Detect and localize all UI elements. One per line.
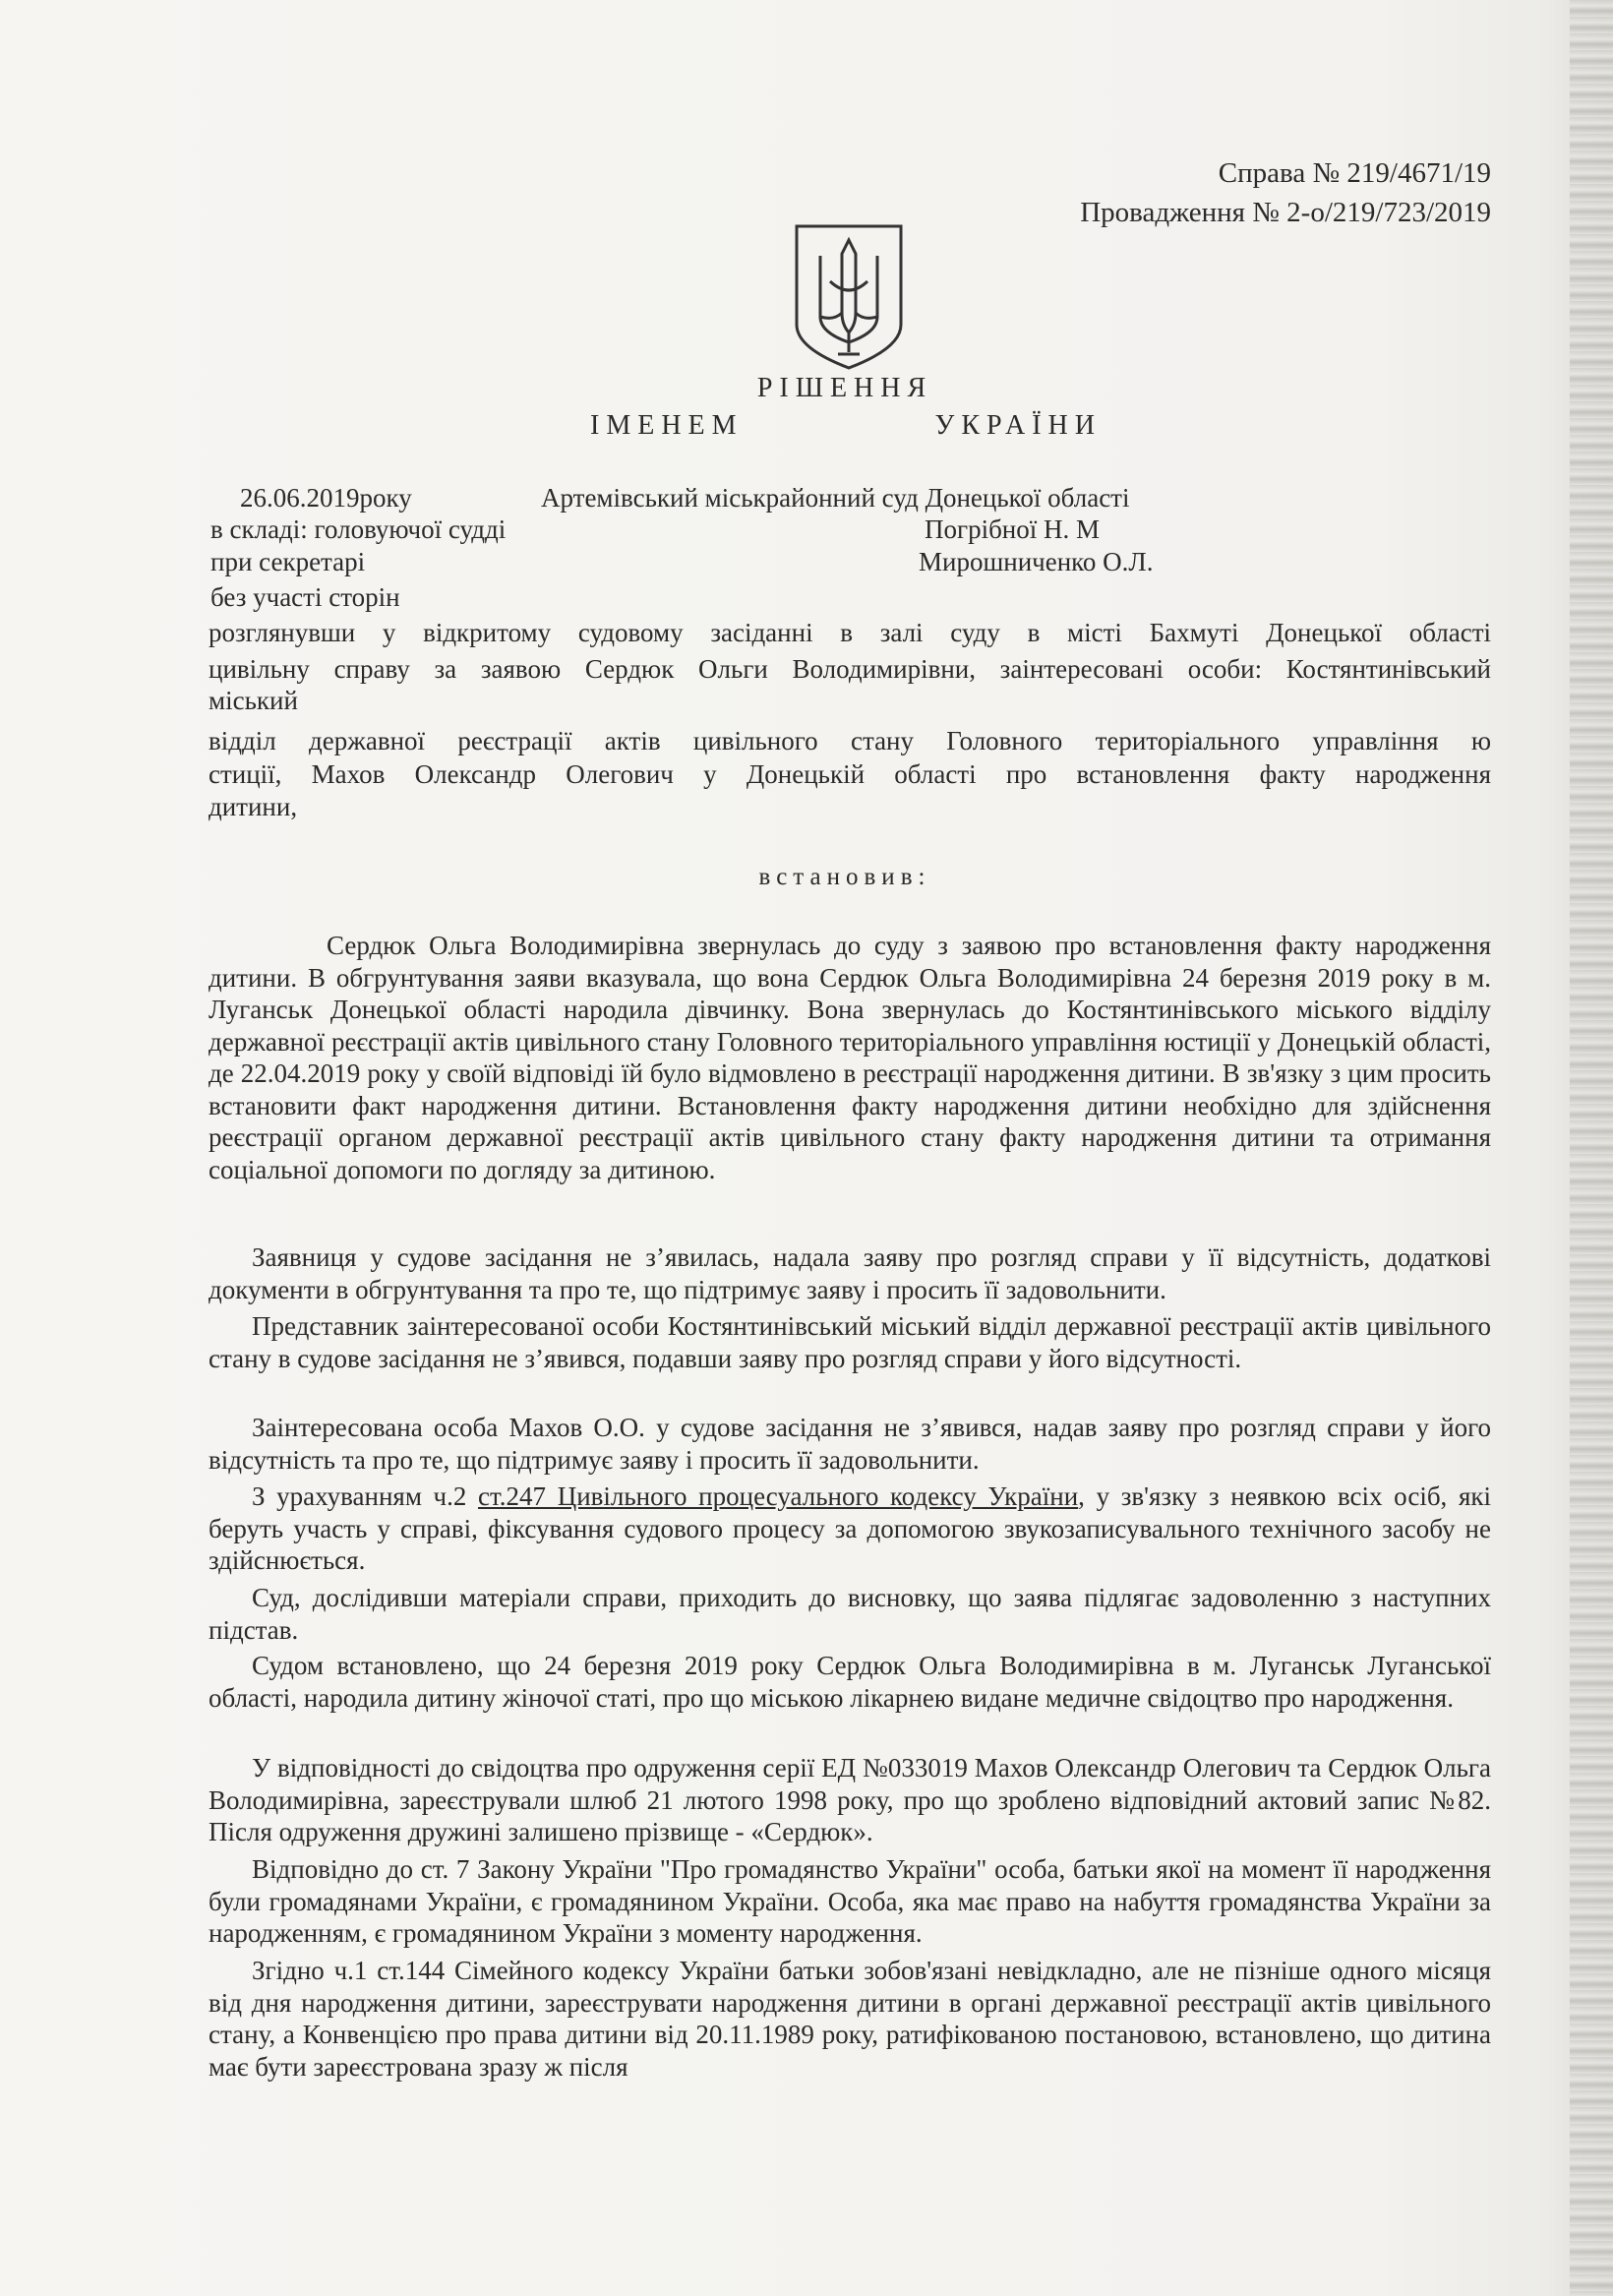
case-number: Справа № 219/4671/19 [1218,157,1491,189]
paragraph-5 [209,1480,1491,1577]
paragraph-2: Заявниця у судове засідання не з’явилась, надала заяву про розгляд справи у її відсутність, додаткові документи в обгрунтування та про те, що підтримує заяву і просить її задовольнити. [209,1242,1491,1304]
paragraph-5-start: З урахуванням ч.2 [252,1481,479,1511]
court-name: Артемівський міськрайонний суд Донецької області [541,483,1130,513]
intro-line-6: дитини, [209,792,298,821]
paragraph-5-end: , у зв'язку з неявкою всіх осіб, які беруть участь у справі, фіксування судового процесу за допомогою звукозаписувального технічного засобу не здійснюється. [209,1481,1491,1575]
coat-of-arms-icon [791,222,907,372]
paragraph-4: Заінтересована особа Махов О.О. у судове засідання не з’явився, надав заяву про розгляд справи у його відсутність та про те, що підтримує заяву і просить її задовольнити. [209,1413,1491,1475]
paragraph-7: Судом встановлено, що 24 березня 2019 року Сердюк Ольга Володимирівна в м. Луганськ Луганської області, народила дитину жіночої статі, про що міською лікарнею видане медичне свідоцтво про народження. [209,1651,1491,1713]
paragraph-1: Сердюк Ольга Володимирівна звернулась до суду з заявою про встановлення факту народження дитини. В обгрунтування заяви вказувала, що вона Сердюк Ольга Володимирівна 24 березня 2019 року в м. Луганськ Донецької області народила дівчинку. Вона звернулась до Костянтинівського міського відділу державної реєстрації актів цивільного стану Головного територіального управління юстиції у Донецькій області, де 22.04.2019 року у своїй відповіді їй було відмовлено в реєстрації народження дитини. В зв'язку з цим просить встановити факт народження дитини. Встановлення факту народження дитини необхідно для здійснення реєстрації органом державної реєстрації актів цивільного стану факту народження дитини та отримання соціальної допомоги по догляду за дитиною. [209,931,1491,1184]
code-link[interactable]: ст.247 Цивільного процесуального кодексу України [478,1481,1079,1511]
proceeding-number: Провадження № 2-о/219/723/2019 [1080,197,1491,228]
secretary-label: при секретарі [210,547,366,576]
paragraph-3: Представник заінтересованої особи Костянтинівський міський відділ державної реєстрації актів цивільного стану в судове засідання не з’явився, подавши заяву про розгляд справи у його відсутності. [209,1311,1491,1373]
scan-edge [1570,0,1613,2296]
paragraph-6: Суд, дослідивши матеріали справи, приходить до висновку, що заява підлягає задоволенню з наступних підстав. [209,1583,1491,1645]
subtitle-part-1: ІМЕНЕМ [590,410,744,441]
intro-line-2: цивільну справу за заявою Сердюк Ольги Володимирівни, заінтересовані особи: Костянтинівський [209,654,1491,684]
parties-absent: без участі сторін [210,582,400,612]
paragraph-10: Згідно ч.1 ст.144 Сімейного кодексу України батьки зобов'язані невідкладно, але не пізніше одного місяця від дня народження дитини, зареєструвати народження дитини в органі державної реєстрації актів цивільного стану, а Конвенцією про права дитини від 20.11.1989 року, ратифікованою постановою, встановлено, що дитина має бути зареєстрована зразу ж після [209,1956,1491,2082]
intro-line-1: розглянувши у відкритому судовому засіданні в залі суду в місті Бахмуті Донецької області [209,618,1491,647]
intro-line-3: міський [209,686,298,715]
secretary-name: Мирошниченко О.Л. [919,547,1154,576]
paragraph-9: Відповідно до ст. 7 Закону України "Про громадянство України" особа, батьки якої на момент її народження були громадянами України, є громадянином України. Особа, яка має право на набуття громадянства України за народженням, є громадянином України з моменту народження. [209,1854,1491,1948]
subtitle-part-2: УКРАЇНИ [934,410,1102,441]
intro-line-4: відділ державної реєстрації актів цивільного стану Головного територіального управління ю [209,726,1491,755]
judge-name: Погрібної Н. М [925,514,1101,544]
document-subtitle [590,409,1102,443]
document-title: РІШЕННЯ [756,373,933,403]
established-heading: встановив: [758,864,931,890]
case-info [1080,153,1491,232]
decision-date: 26.06.2019року [240,483,412,513]
paragraph-8: У відповідності до свідоцтва про одруження серії ЕД №033019 Махов Олександр Олегович та Сердюк Ольга Володимирівна, зареєстрували шлюб 21 лютого 1998 року, про що зроблено відповідний актовий запис №82. Після одруження дружині залишено прізвище - «Сердюк». [209,1753,1491,1846]
intro-line-5: стиції, Махов Олександр Олегович у Донецькій області про встановлення факту народження [209,759,1491,789]
composition-label: в складі: головуючої судді [210,514,507,544]
